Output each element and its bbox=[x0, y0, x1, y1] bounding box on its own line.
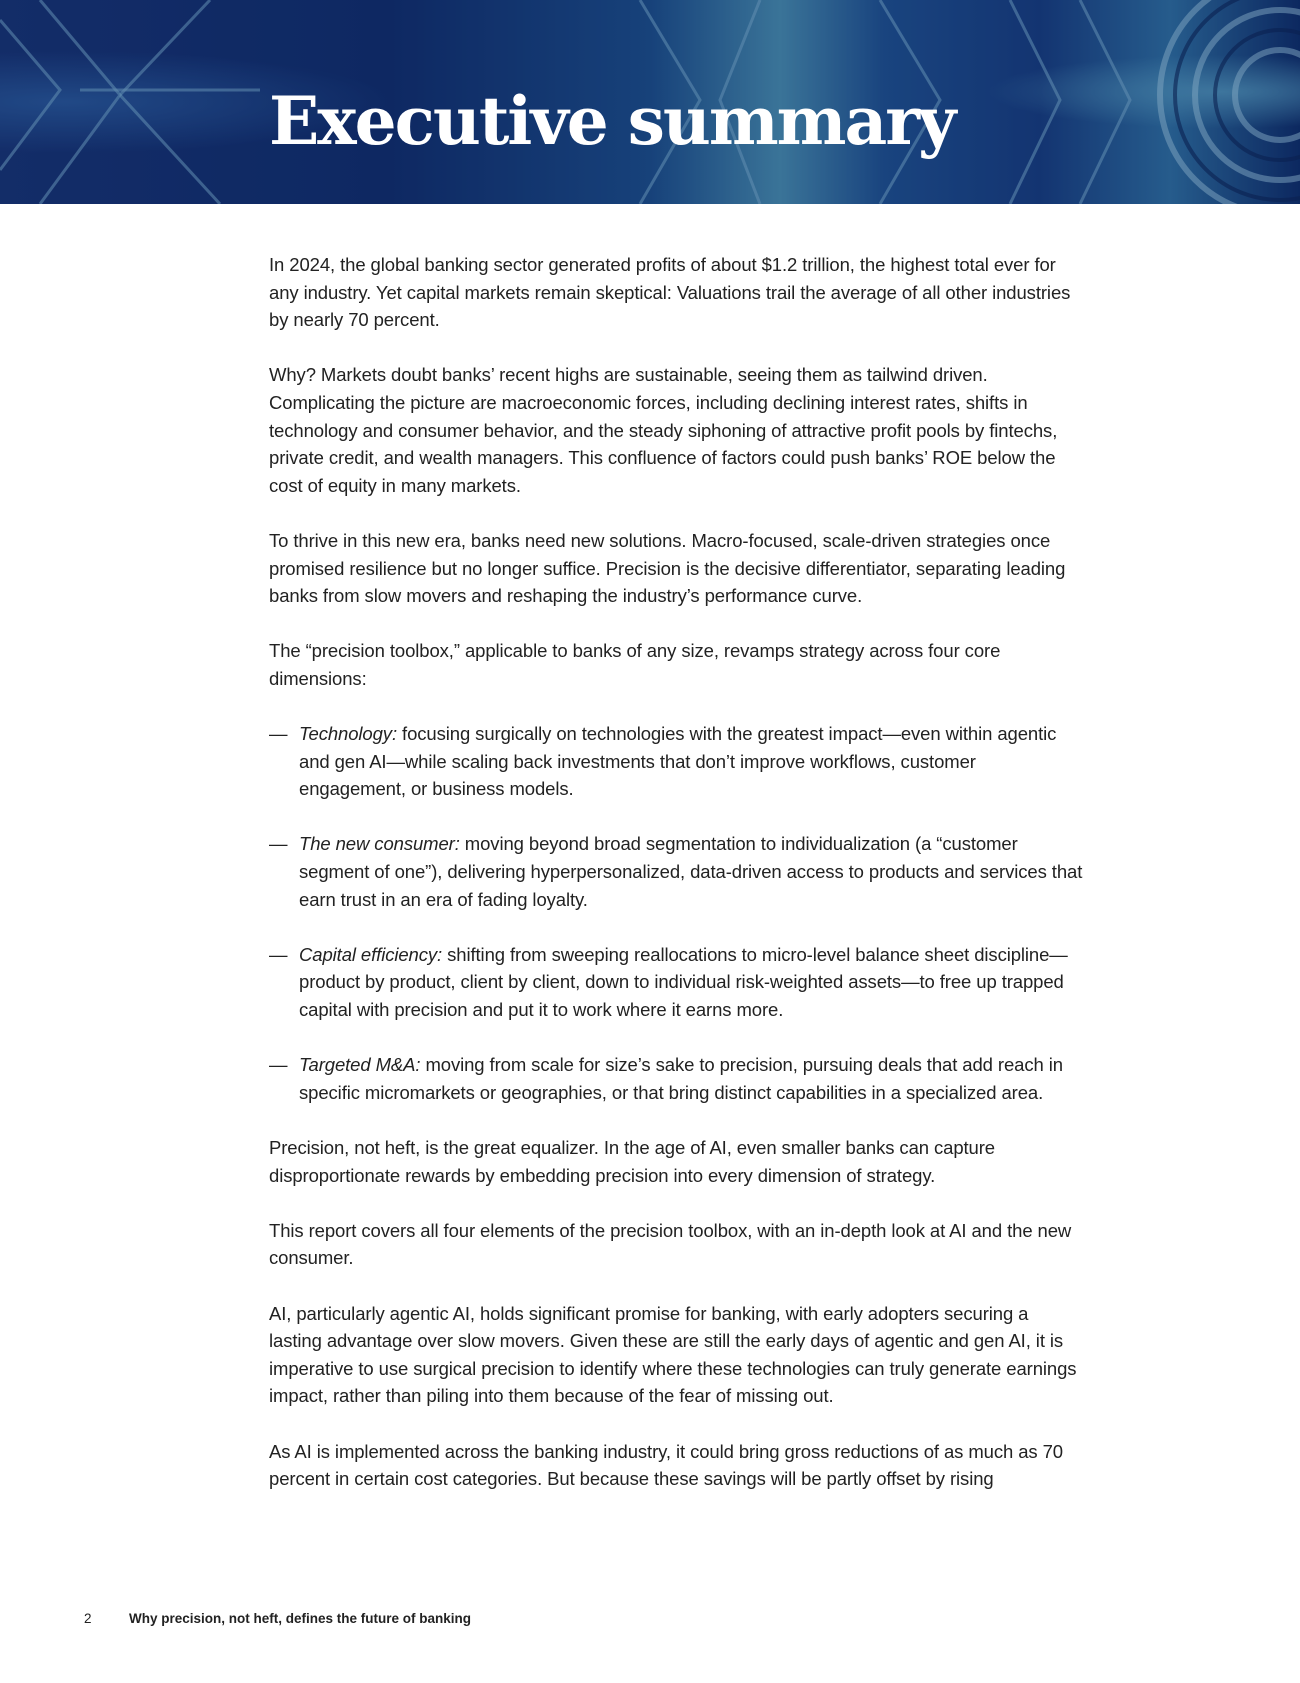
paragraph: To thrive in this new era, banks need new solutions. Macro-focused, scale-driven strategies once promised resilience but no longer suffice. Precision is the decisive differentiator, separating leading banks from slow movers and reshaping the industry’s performance curve. bbox=[269, 529, 1066, 607]
bullet-text: shifting from sweeping reallocations to micro-level balance sheet discipline—product by product, client by client, down to individual risk-weighted assets—to free up trapped capital with precision and put it to work where it earns more. bbox=[299, 943, 1068, 1021]
paragraph: Why? Markets doubt banks’ recent highs are sustainable, seeing them as tailwind driven. Complicating the picture are macroeconomic forces, including declining interest rates, shifts in technology and consumer behavior, and the steady siphoning of attractive profit pools by fintechs, private credit, and wealth managers. This confluence of factors could push banks’ ROE below the cost of equity in many markets. bbox=[269, 364, 1058, 496]
paragraph: As AI is implemented across the banking industry, it could bring gross reductions of as much as 70 percent in certain cost categories. But because these savings will be partly offset by rising bbox=[269, 1440, 1063, 1490]
paragraph: The “precision toolbox,” applicable to banks of any size, revamps strategy across four core dimensions: bbox=[269, 640, 1001, 689]
footer-title: Why precision, not heft, defines the future of banking bbox=[129, 1611, 472, 1626]
paragraph: This report covers all four elements of the precision toolbox, with an in-depth look at AI and the new consumer. bbox=[269, 1219, 1072, 1269]
bullet-list bbox=[269, 720, 1084, 1106]
bullet-text: focusing surgically on technologies with the greatest impact—even within agentic and gen AI—while scaling back investments that don’t improve workflows, customer engagement, or business models. bbox=[299, 723, 1057, 800]
paragraph: AI, particularly agentic AI, holds significant promise for banking, with early adopters securing a lasting advantage over slow movers. Given these are still the early days of agentic and gen AI, it is imperative to use surgical precision to identify where these technologies can truly generate earnings impact, rather than piling into them because of the fear of missing out. bbox=[269, 1302, 1077, 1407]
dash-marker: — bbox=[269, 1054, 288, 1076]
header-banner bbox=[0, 0, 1300, 204]
page-title: Executive summary bbox=[269, 82, 955, 160]
list-item bbox=[269, 941, 1084, 1024]
bullet-term: Capital efficiency: bbox=[299, 943, 443, 965]
article-body bbox=[269, 251, 1084, 1520]
bullet-text: moving from scale for size’s sake to precision, pursuing deals that add reach in specific micromarkets or geographies, or that bring distinct capabilities in a specialized area. bbox=[299, 1054, 1063, 1103]
dash-marker: — bbox=[269, 943, 288, 965]
bullet-term: The new consumer: bbox=[299, 833, 460, 855]
paragraph: Precision, not heft, is the great equalizer. In the age of AI, even smaller banks can capture disproportionate rewards by embedding precision into every dimension of strategy. bbox=[269, 1137, 995, 1186]
dash-marker: — bbox=[269, 723, 288, 745]
list-item bbox=[269, 720, 1084, 803]
page-number: 2 bbox=[84, 1611, 92, 1626]
list-item bbox=[269, 1051, 1084, 1106]
dash-marker: — bbox=[269, 833, 288, 855]
bullet-term: Targeted M&A: bbox=[299, 1054, 421, 1076]
bullet-text: moving beyond broad segmentation to individualization (a “customer segment of one”), delivering hyperpersonalized, data-driven access to products and services that earn trust in an era of fading loyalty. bbox=[299, 833, 1083, 910]
bullet-term: Technology: bbox=[299, 723, 397, 745]
paragraph: In 2024, the global banking sector generated profits of about $1.2 trillion, the highest total ever for any industry. Yet capital markets remain skeptical: Valuations trail the average of all other industries by nearly 70 percent. bbox=[269, 254, 1071, 331]
list-item bbox=[269, 830, 1084, 913]
